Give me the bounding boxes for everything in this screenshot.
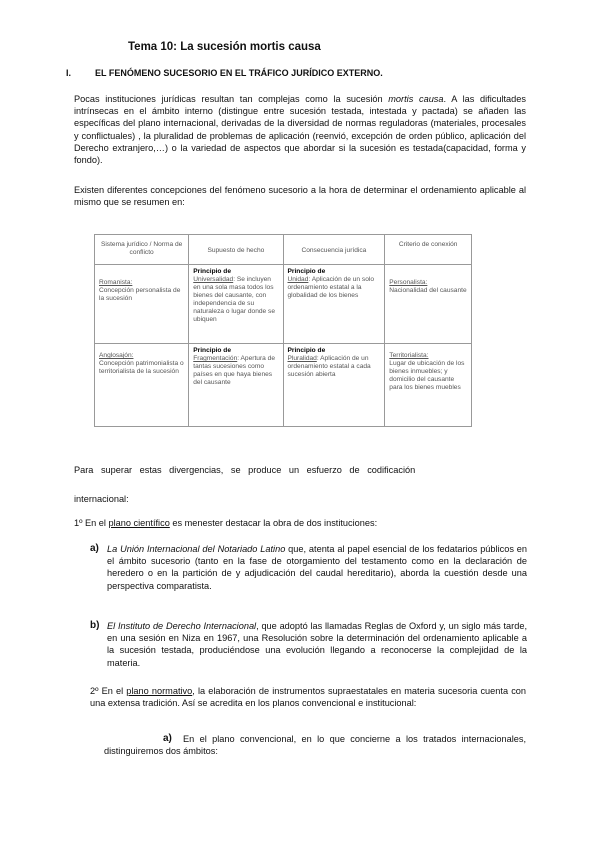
section-heading: EL FENÓMENO SUCESORIO EN EL TRÁFICO JURÍDICO EXTERNO.: [95, 68, 383, 78]
paragraph-divergencias: Para superar estas divergencias, se produce un esfuerzo de codificación: [74, 465, 416, 475]
list-label-convencional: a): [163, 733, 172, 744]
table-header-row: [95, 235, 472, 265]
table-row: [95, 344, 472, 427]
list-item-convencional: En el plano convencional, en lo que concierne a los tratados internacionales, distinguiremos dos ámbitos:: [104, 734, 526, 757]
conceptions-table: [94, 234, 472, 427]
list-label-b: b): [90, 620, 100, 631]
table-cell: Romanista: Concepción personalista de la sucesión: [95, 265, 189, 344]
page-title: Tema 10: La sucesión mortis causa: [128, 41, 321, 53]
paragraph-concepciones: Existen diferentes concepciones del fenómeno sucesorio a la hora de determinar el ordenamiento aplicable al mismo que se resumen en:: [74, 185, 526, 208]
paragraph-divergencias-cont: internacional:: [74, 494, 129, 504]
paragraph-plano-cientifico: 1º En el plano científico es menester destacar la obra de dos instituciones:: [74, 518, 378, 528]
table-cell: Anglosajón: Concepción patrimonialista o territorialista de la sucesión: [95, 344, 189, 427]
table-header: Sistema jurídico / Norma de conflicto: [95, 235, 189, 265]
paragraph-plano-normativo: 2º En el plano normativo, la elaboración de instrumentos supraestatales en materia sucesoria cuenta con una extensa tradición. Así se acredita en los planos convencional e institucional:: [90, 686, 527, 709]
paragraph-intro: Pocas instituciones jurídicas resultan tan complejas como la sucesión mortis causa. A las dificultades intrínsecas en el ámbito interno (distingue entre sucesión testada, intestada y pactada) se añaden las específicas del plano internacional, derivadas de la diversidad de normas reguladoras (materiales, procesales y conflictuales) , la pluralidad de problemas de aplicación (reenvió, excepción de orden público, aplicación del Derecho extranjero,…) o la variedad de aspectos que abordar si la sucesión es testada(capacidad, forma y fondo).: [74, 94, 526, 166]
table-cell: Principio de Fragmentación: Apertura de tantas sucesiones como países en que haya bienes del causante: [189, 344, 283, 427]
table-header: Criterio de conexión: [385, 235, 472, 265]
table-cell: Principio de Universalidad: Se incluyen en una sola masa todos los bienes del causante, con independencia de su naturaleza o lugar donde se ubiquen: [189, 265, 283, 344]
table-header: Supuesto de hecho: [189, 235, 283, 265]
table-row: [95, 265, 472, 344]
list-item-notariado: La Unión Internacional del Notariado Latino que, atenta al papel esencial de los fedatarios públicos en el ámbito sucesorio (tanto en la fase de otorgamiento del testamento como en la declaración de heredero o en la partición de y adjudicación del caudal hereditario), aborda la cuestión desde una perspectiva comparatista.: [107, 544, 527, 591]
list-item-instituto: El Instituto de Derecho Internacional, que adoptó las llamadas Reglas de Oxford y, un siglo más tarde, en una sesión en Niza en 1967, una Resolución sobre la determinación del ordenamiento aplicable a la sucesión testada, produciéndose una evolución llegando a reconocerse la complejidad de la materia.: [107, 621, 527, 668]
table-cell: Principio de Unidad: Aplicación de un solo ordenamiento estatal a la globalidad de los bienes: [283, 265, 385, 344]
table-cell: Territorialista: Lugar de ubicación de los bienes inmuebles; y domicilio del causante para los bienes muebles: [385, 344, 472, 427]
list-label-a: a): [90, 543, 99, 554]
table-cell: Personalista: Nacionalidad del causante: [385, 265, 472, 344]
table-cell: Principio de Pluralidad: Aplicación de un ordenamiento estatal a cada sucesión abierta: [283, 344, 385, 427]
section-number: I.: [66, 68, 72, 78]
table-header: Consecuencia jurídica: [283, 235, 385, 265]
